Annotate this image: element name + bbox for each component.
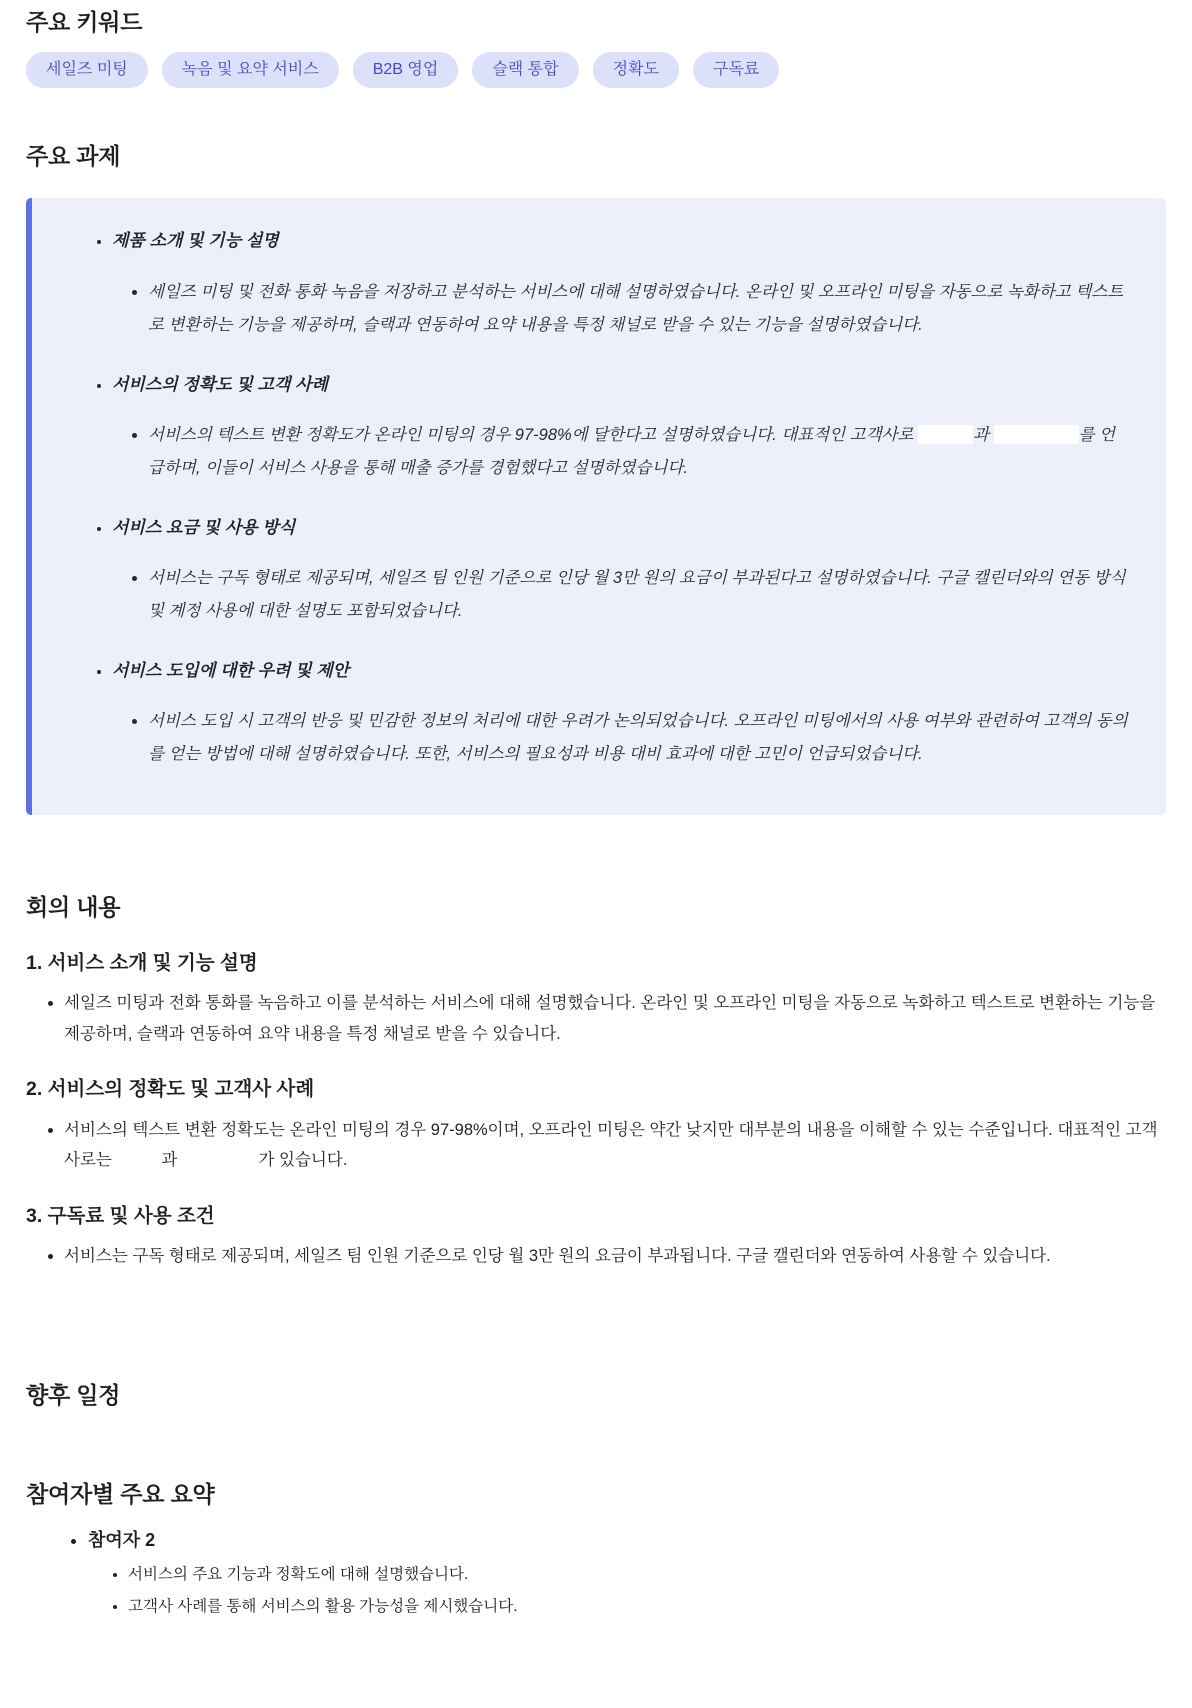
keyword-chip[interactable]: 구독료	[693, 52, 779, 88]
keyword-chip[interactable]: 슬랙 통합	[472, 52, 578, 88]
task-item	[112, 224, 1130, 341]
redacted-customer-name	[994, 425, 1079, 444]
meeting-section-title: 회의 내용	[26, 893, 121, 920]
redacted-customer-name	[116, 1150, 161, 1169]
meeting-bullet: • 세일즈 미팅과 전화 통화를 녹음하고 이를 분석하는 서비스에 대해 설명했습니다. 온라인 및 오프라인 미팅을 자동으로 녹화하고 텍스트로 변환하는 기능을 제공하며, 슬랙과 연동하여 요약 내용을 특정 채널로 받을 수 있습니다.	[64, 988, 1166, 1049]
schedule-section-title: 향후 일정	[26, 1382, 121, 1409]
keyword-chip-list	[26, 52, 1166, 88]
tasks-list	[78, 224, 1130, 771]
task-detail: • 서비스 도입 시 고객의 반응 및 민감한 정보의 처리에 대한 우려가 논의되었습니다. 오프라인 미팅에서의 사용 여부와 관련하여 고객의 동의를 얻는 방법에 대해 설명하였습니다. 또한, 서비스의 필요성과 비용 대비 효과에 대한 고민이 언급되었습니다.	[148, 705, 1130, 771]
participant-bullet: • 고객사 사례를 통해 서비스의 활용 가능성을 제시했습니다.	[128, 1595, 1166, 1619]
meeting-subsection-heading: 2. 서비스의 정확도 및 고객사 사례	[26, 1078, 315, 1101]
task-item	[112, 511, 1130, 628]
keyword-chip[interactable]: B2B 영업	[353, 52, 459, 88]
participant-bullet: • 서비스의 주요 기능과 정확도에 대해 설명했습니다.	[128, 1563, 1166, 1587]
task-item	[112, 654, 1130, 771]
task-detail: • 서비스는 구독 형태로 제공되며, 세일즈 팀 인원 기준으로 인당 월 3만 원의 요금이 부과된다고 설명하였습니다. 구글 캘린더와의 연동 방식 및 계정 사용에 대한 설명도 포함되었습니다.	[148, 562, 1130, 628]
keyword-chip[interactable]: 정확도	[593, 52, 679, 88]
participant-name: • 참여자 2 • 서비스의 주요 기능과 정확도에 대해 설명했습니다. • 고객사 사례를 통해 서비스의 활용 가능성을 제시했습니다.	[88, 1528, 1166, 1619]
task-heading: 서비스 도입에 대한 우려 및 제안	[112, 660, 350, 680]
tasks-section-title: 주요 과제	[26, 143, 121, 170]
task-detail: • 세일즈 미팅 및 전화 통화 녹음을 저장하고 분석하는 서비스에 대해 설명하였습니다. 온라인 및 오프라인 미팅을 자동으로 녹화하고 텍스트로 변환하는 기능을 제공하며, 슬랙과 연동하여 요약 내용을 특정 채널로 받을 수 있는 기능을 설명하였습니다.	[148, 276, 1130, 342]
task-heading: 제품 소개 및 기능 설명	[112, 231, 279, 251]
keywords-section-title: 주요 키워드	[26, 9, 143, 35]
redacted-customer-name	[918, 425, 973, 444]
task-heading: 서비스의 정확도 및 고객 사례	[112, 374, 328, 394]
meeting-bullet: • 서비스는 구독 형태로 제공되며, 세일즈 팀 인원 기준으로 인당 월 3만 원의 요금이 부과됩니다. 구글 캘린더와 연동하여 사용할 수 있습니다.	[64, 1241, 1166, 1272]
redacted-customer-name	[182, 1150, 254, 1169]
tasks-highlight-callout	[26, 198, 1166, 815]
task-heading: 서비스 요금 및 사용 방식	[112, 517, 296, 537]
meeting-subsection-heading: 3. 구독료 및 사용 조건	[26, 1204, 215, 1227]
task-item	[112, 368, 1130, 485]
keyword-chip[interactable]: 녹음 및 요약 서비스	[162, 52, 339, 88]
keyword-chip[interactable]: 세일즈 미팅	[26, 52, 148, 88]
meeting-subsection-heading: 1. 서비스 소개 및 기능 설명	[26, 952, 258, 975]
participants-section-title: 참여자별 주요 요약	[26, 1480, 215, 1507]
task-detail: • 서비스의 텍스트 변환 정확도가 온라인 미팅의 경우 97-98%에 달한다고 설명하였습니다. 대표적인 고객사로 과 를 언급하며, 이들이 서비스 사용을 통해 매출 증가를 경험했다고 설명하였습니다.	[148, 419, 1130, 485]
meeting-bullet: • 서비스의 텍스트 변환 정확도는 온라인 미팅의 경우 97-98%이며, 오프라인 미팅은 약간 낮지만 대부분의 내용을 이해할 수 있는 수준입니다. 대표적인 고객사로는 과 가 있습니다.	[64, 1115, 1166, 1176]
